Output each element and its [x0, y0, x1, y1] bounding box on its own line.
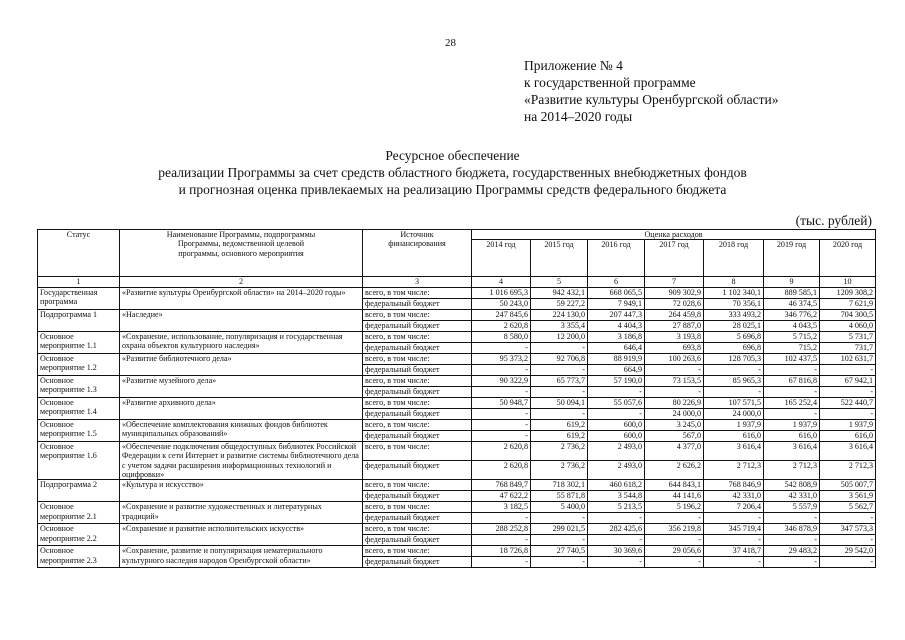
column-number: 7	[645, 277, 704, 287]
row-value: 522 440,7	[820, 397, 876, 408]
row-source: всего, в том числе:	[363, 502, 472, 513]
row-value: -	[764, 386, 820, 397]
row-value: -	[472, 430, 531, 441]
row-value: 80 226,9	[645, 397, 704, 408]
row-value: 542 808,9	[764, 480, 820, 491]
column-number: 5	[531, 277, 588, 287]
row-value: 731,7	[820, 342, 876, 353]
row-value: 2 620,8	[472, 441, 531, 460]
row-value: 207 447,3	[588, 309, 645, 320]
row-value: -	[472, 386, 531, 397]
row-value: 18 726,8	[472, 546, 531, 557]
row-status: Государственная программа	[38, 287, 120, 309]
row-value: -	[704, 513, 764, 524]
row-value: -	[820, 557, 876, 568]
column-number: 4	[472, 277, 531, 287]
row-value: 2 736,2	[531, 441, 588, 460]
row-value: -	[764, 513, 820, 524]
row-value: 95 373,2	[472, 353, 531, 364]
row-value: -	[645, 364, 704, 375]
row-value: 333 493,2	[704, 309, 764, 320]
title-line: Ресурсное обеспечение	[385, 148, 520, 163]
row-source: всего, в том числе:	[363, 441, 472, 460]
row-value: 619,2	[531, 430, 588, 441]
row-value: 693,8	[645, 342, 704, 353]
row-value: 29 483,2	[764, 546, 820, 557]
row-source: всего, в том числе:	[363, 546, 472, 557]
row-value: 59 227,2	[531, 298, 588, 309]
row-value: 768 849,7	[472, 480, 531, 491]
header-year: 2016 год	[588, 240, 645, 277]
row-value: 2 736,2	[531, 461, 588, 480]
row-value: 5 213,5	[588, 502, 645, 513]
row-value: -	[704, 557, 764, 568]
row-value: 65 773,7	[531, 375, 588, 386]
row-value: -	[820, 535, 876, 546]
row-value: -	[588, 557, 645, 568]
row-value: 889 585,1	[764, 287, 820, 298]
row-value: 768 846,9	[704, 480, 764, 491]
row-value: -	[645, 386, 704, 397]
row-value: 7 949,1	[588, 298, 645, 309]
row-value: 47 622,2	[472, 491, 531, 502]
row-value: 1 937,9	[704, 419, 764, 430]
row-name: «Наследие»	[120, 309, 363, 331]
row-name: «Сохранение и развитие художественных и литературных традиций»	[120, 502, 363, 524]
row-name: «Развитие библиотечного дела»	[120, 353, 363, 375]
row-value: 1 016 695,3	[472, 287, 531, 298]
row-value: 715,2	[764, 342, 820, 353]
row-value: -	[764, 535, 820, 546]
row-value: 345 719,4	[704, 524, 764, 535]
row-value: 356 219,8	[645, 524, 704, 535]
row-source: всего, в том числе:	[363, 309, 472, 320]
header-year: 2015 год	[531, 240, 588, 277]
header-estimate: Оценка расходов	[472, 230, 876, 240]
row-value: -	[531, 408, 588, 419]
table-row	[38, 397, 876, 408]
row-value: -	[472, 535, 531, 546]
row-value: 2 620,8	[472, 320, 531, 331]
row-value: 7 621,9	[820, 298, 876, 309]
row-value: 1 937,9	[764, 419, 820, 430]
row-value: 50 094,1	[531, 397, 588, 408]
row-source: федеральный бюджет	[363, 513, 472, 524]
row-value: -	[645, 557, 704, 568]
row-value: 4 377,0	[645, 441, 704, 460]
page-number: 28	[445, 37, 456, 49]
column-number: 8	[704, 277, 764, 287]
row-value: 73 153,5	[645, 375, 704, 386]
row-value: 3 561,9	[820, 491, 876, 502]
row-source: федеральный бюджет	[363, 430, 472, 441]
row-status: Основное мероприятие 2.3	[38, 546, 120, 568]
row-value: -	[820, 513, 876, 524]
row-source: федеральный бюджет	[363, 386, 472, 397]
row-value: 30 369,6	[588, 546, 645, 557]
appendix-line: Приложение № 4	[524, 58, 623, 73]
row-value: 619,2	[531, 419, 588, 430]
row-value: 102 437,5	[764, 353, 820, 364]
row-value: 282 425,6	[588, 524, 645, 535]
row-status: Подпрограмма 2	[38, 480, 120, 502]
row-value: -	[472, 513, 531, 524]
row-source: федеральный бюджет	[363, 298, 472, 309]
row-value: 224 130,0	[531, 309, 588, 320]
column-number: 10	[820, 277, 876, 287]
row-value: 8 580,0	[472, 331, 531, 342]
row-value: -	[820, 408, 876, 419]
row-value: -	[472, 419, 531, 430]
row-name: «Развитие музейного дела»	[120, 375, 363, 397]
row-value: 2 712,3	[820, 461, 876, 480]
row-value: 42 331,0	[704, 491, 764, 502]
row-value: 107 571,5	[704, 397, 764, 408]
column-number: 2	[120, 277, 363, 287]
row-value: 704 300,5	[820, 309, 876, 320]
row-name: «Культура и искусство»	[120, 480, 363, 502]
row-value: 165 252,4	[764, 397, 820, 408]
row-value: 92 706,8	[531, 353, 588, 364]
row-value: 90 322,9	[472, 375, 531, 386]
row-value: -	[764, 557, 820, 568]
row-value: 2 712,3	[764, 461, 820, 480]
row-name: «Обеспечение подключения общедоступных библиотек Российской Федерации к сети Интернет и развитие системы библиотечного дела с учетом задачи расширения информационных технологий и оцифровки»	[120, 441, 363, 480]
row-value: 1 102 340,1	[704, 287, 764, 298]
row-source: федеральный бюджет	[363, 491, 472, 502]
table-row	[38, 287, 876, 298]
row-value: 460 618,2	[588, 480, 645, 491]
row-value: -	[820, 386, 876, 397]
row-source: всего, в том числе:	[363, 480, 472, 491]
row-value: 616,0	[820, 430, 876, 441]
row-value: -	[704, 535, 764, 546]
row-status: Основное мероприятие 1.1	[38, 331, 120, 353]
row-value: 347 573,3	[820, 524, 876, 535]
row-value: -	[764, 364, 820, 375]
row-value: 3 186,8	[588, 331, 645, 342]
row-value: -	[764, 408, 820, 419]
header-status: Статус	[38, 230, 120, 277]
row-value: -	[531, 386, 588, 397]
header-year: 2014 год	[472, 240, 531, 277]
column-number: 9	[764, 277, 820, 287]
row-value: -	[531, 557, 588, 568]
row-value: 346 776,2	[764, 309, 820, 320]
table-row	[38, 331, 876, 342]
row-value: -	[531, 342, 588, 353]
row-value: 247 845,6	[472, 309, 531, 320]
row-value: 37 418,7	[704, 546, 764, 557]
row-value: 50 243,0	[472, 298, 531, 309]
title-line: и прогнозная оценка привлекаемых на реализацию Программы средств федерального бюджета	[178, 182, 727, 197]
row-value: -	[531, 535, 588, 546]
row-value: 55 871,8	[531, 491, 588, 502]
header-year: 2020 год	[820, 240, 876, 277]
row-source: всего, в том числе:	[363, 524, 472, 535]
row-value: -	[645, 513, 704, 524]
row-value: 5 696,8	[704, 331, 764, 342]
row-value: 3 182,5	[472, 502, 531, 513]
header-year: 2018 год	[704, 240, 764, 277]
row-value: 24 000,0	[704, 408, 764, 419]
row-value: -	[704, 364, 764, 375]
row-value: 718 302,1	[531, 480, 588, 491]
row-value: 616,0	[764, 430, 820, 441]
header-source: Источник финансирования	[363, 230, 472, 277]
row-value: 24 000,0	[645, 408, 704, 419]
appendix-line: «Развитие культуры Оренбургской области»	[524, 92, 779, 107]
row-name: «Сохранение, развитие и популяризация нематериального культурного наследия народов Оренбургской области»	[120, 546, 363, 568]
header-year: 2017 год	[645, 240, 704, 277]
row-value: 5 715,2	[764, 331, 820, 342]
row-value: 3 616,4	[820, 441, 876, 460]
row-value: 3 245,0	[645, 419, 704, 430]
row-value: 57 190,0	[588, 375, 645, 386]
row-value: 299 021,5	[531, 524, 588, 535]
row-value: 3 355,4	[531, 320, 588, 331]
row-value: 27 887,0	[645, 320, 704, 331]
row-name: «Развитие архивного дела»	[120, 397, 363, 419]
row-value: 4 043,5	[764, 320, 820, 331]
row-value: 67 816,8	[764, 375, 820, 386]
row-value: 644 843,1	[645, 480, 704, 491]
row-value: 1 937,9	[820, 419, 876, 430]
row-value: 88 919,9	[588, 353, 645, 364]
row-value: 2 712,3	[704, 461, 764, 480]
row-value: -	[588, 408, 645, 419]
row-value: 44 141,6	[645, 491, 704, 502]
header-year: 2019 год	[764, 240, 820, 277]
table-row	[38, 309, 876, 320]
row-value: 668 065,5	[588, 287, 645, 298]
column-number: 6	[588, 277, 645, 287]
appendix-line: на 2014–2020 годы	[524, 109, 633, 124]
row-value: 5 557,9	[764, 502, 820, 513]
row-value: -	[472, 408, 531, 419]
row-value: 909 302,9	[645, 287, 704, 298]
row-value: 46 374,5	[764, 298, 820, 309]
row-value: -	[820, 364, 876, 375]
row-status: Подпрограмма 1	[38, 309, 120, 331]
row-status: Основное мероприятие 2.1	[38, 502, 120, 524]
row-status: Основное мероприятие 1.4	[38, 397, 120, 419]
row-value: 646,4	[588, 342, 645, 353]
row-value: 567,0	[645, 430, 704, 441]
row-value: -	[472, 364, 531, 375]
row-value: 288 252,8	[472, 524, 531, 535]
row-value: -	[472, 342, 531, 353]
row-source: федеральный бюджет	[363, 364, 472, 375]
row-value: 2 626,2	[645, 461, 704, 480]
row-source: федеральный бюджет	[363, 535, 472, 546]
row-source: федеральный бюджет	[363, 408, 472, 419]
row-source: федеральный бюджет	[363, 342, 472, 353]
header-name: Наименование Программы, подпрограммы Программы, ведомственной целевой программы, основного мероприятия	[120, 230, 363, 277]
table-row	[38, 375, 876, 386]
row-value: -	[588, 386, 645, 397]
row-value: 42 331,0	[764, 491, 820, 502]
row-source: всего, в том числе:	[363, 419, 472, 430]
row-value: 5 400,0	[531, 502, 588, 513]
row-status: Основное мероприятие 2.2	[38, 524, 120, 546]
row-value: -	[531, 513, 588, 524]
row-value: 102 631,7	[820, 353, 876, 364]
row-value: 942 432,1	[531, 287, 588, 298]
title-line: реализации Программы за счет средств областного бюджета, государственных внебюджетных фондов	[158, 165, 747, 180]
row-value: 50 948,7	[472, 397, 531, 408]
row-source: всего, в том числе:	[363, 287, 472, 298]
row-value: -	[704, 386, 764, 397]
row-source: федеральный бюджет	[363, 461, 472, 480]
row-status: Основное мероприятие 1.3	[38, 375, 120, 397]
row-source: всего, в том числе:	[363, 375, 472, 386]
row-name: «Сохранение и развитие исполнительских искусств»	[120, 524, 363, 546]
row-value: -	[472, 557, 531, 568]
row-source: всего, в том числе:	[363, 353, 472, 364]
resource-table	[37, 229, 876, 568]
table-row	[38, 546, 876, 557]
row-value: 29 056,6	[645, 546, 704, 557]
row-value: 3 616,4	[764, 441, 820, 460]
row-value: 1209 308,2	[820, 287, 876, 298]
row-value: 72 028,6	[645, 298, 704, 309]
row-value: 12 200,0	[531, 331, 588, 342]
row-value: 5 196,2	[645, 502, 704, 513]
row-value: 4 404,3	[588, 320, 645, 331]
table-body	[38, 287, 876, 568]
row-value: 264 459,8	[645, 309, 704, 320]
units-label: (тыс. рублей)	[795, 213, 872, 228]
row-name: «Сохранение, использование, популяризация и государственная охрана объектов культурного наследия»	[120, 331, 363, 353]
row-value: 5 562,7	[820, 502, 876, 513]
row-value: 2 620,8	[472, 461, 531, 480]
column-number: 3	[363, 277, 472, 287]
row-value: 70 356,1	[704, 298, 764, 309]
row-value: 616,0	[704, 430, 764, 441]
appendix-header	[524, 57, 778, 125]
row-name: «Обеспечение комплектования книжных фондов библиотек муниципальных образований»	[120, 419, 363, 441]
table-row	[38, 524, 876, 535]
table-row	[38, 502, 876, 513]
row-value: 5 731,7	[820, 331, 876, 342]
document-title	[0, 147, 905, 198]
row-value: 27 740,5	[531, 546, 588, 557]
row-source: федеральный бюджет	[363, 320, 472, 331]
table-row	[38, 419, 876, 430]
row-value: 664,9	[588, 364, 645, 375]
table-row	[38, 441, 876, 460]
row-value: 346 878,9	[764, 524, 820, 535]
table-row	[38, 480, 876, 491]
row-value: 7 206,4	[704, 502, 764, 513]
row-value: 3 544,8	[588, 491, 645, 502]
table-row	[38, 353, 876, 364]
row-value: -	[588, 513, 645, 524]
row-value: 3 193,8	[645, 331, 704, 342]
row-name: «Развитие культуры Оренбургской области» на 2014–2020 годы»	[120, 287, 363, 309]
row-value: -	[645, 535, 704, 546]
row-value: 3 616,4	[704, 441, 764, 460]
row-value: 696,8	[704, 342, 764, 353]
row-status: Основное мероприятие 1.6	[38, 441, 120, 480]
row-value: 85 965,3	[704, 375, 764, 386]
column-number: 1	[38, 277, 120, 287]
appendix-line: к государственной программе	[524, 75, 696, 90]
row-value: 2 493,0	[588, 441, 645, 460]
row-value: 55 057,6	[588, 397, 645, 408]
row-value: -	[588, 535, 645, 546]
row-value: 128 705,3	[704, 353, 764, 364]
row-value: 4 060,0	[820, 320, 876, 331]
row-value: 29 542,0	[820, 546, 876, 557]
row-value: 67 942,1	[820, 375, 876, 386]
row-value: 28 025,1	[704, 320, 764, 331]
row-value: 2 493,0	[588, 461, 645, 480]
row-value: 600,0	[588, 419, 645, 430]
row-status: Основное мероприятие 1.2	[38, 353, 120, 375]
row-source: всего, в том числе:	[363, 397, 472, 408]
row-source: федеральный бюджет	[363, 557, 472, 568]
row-value: 600,0	[588, 430, 645, 441]
row-value: -	[531, 364, 588, 375]
row-status: Основное мероприятие 1.5	[38, 419, 120, 441]
row-value: 100 263,6	[645, 353, 704, 364]
row-value: 505 007,7	[820, 480, 876, 491]
row-source: всего, в том числе:	[363, 331, 472, 342]
